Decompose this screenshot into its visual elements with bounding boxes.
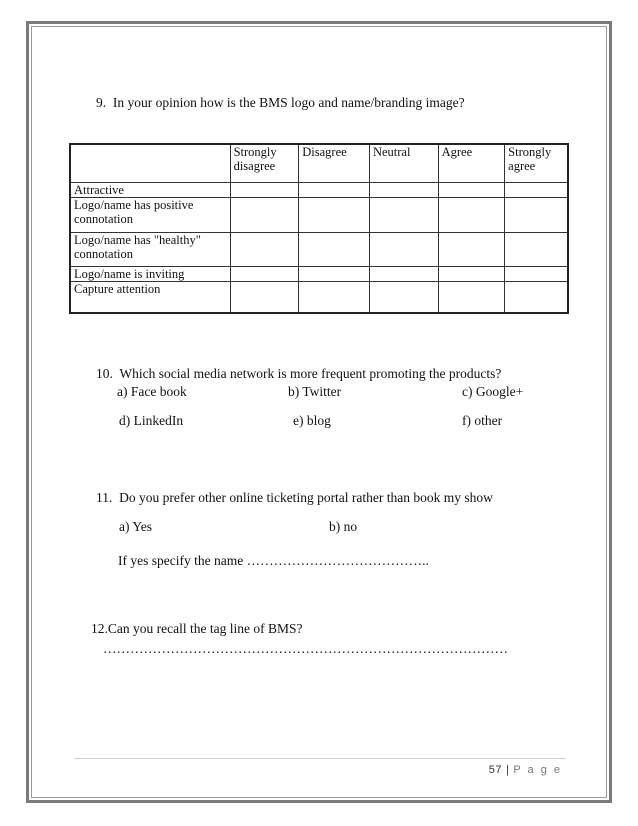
rating-cell[interactable]	[505, 281, 568, 313]
question-12	[91, 621, 302, 637]
table-row	[70, 281, 568, 313]
option-no[interactable]: b) no	[329, 519, 358, 534]
page-label: P a g e	[513, 764, 562, 776]
question-9	[96, 95, 465, 111]
rating-cell[interactable]	[369, 281, 438, 313]
row-label: Capture attention	[70, 281, 230, 313]
rating-cell[interactable]	[438, 232, 505, 266]
rating-table	[69, 143, 569, 314]
rating-cell[interactable]	[299, 182, 370, 197]
question-10	[96, 366, 501, 382]
header-cell-empty	[70, 144, 230, 182]
option-b-twitter[interactable]: b) Twitter	[288, 384, 342, 399]
question-11	[96, 490, 493, 506]
followup-specify-name	[118, 553, 429, 569]
rating-cell[interactable]	[438, 281, 505, 313]
rating-cell[interactable]	[505, 232, 568, 266]
header-agree: Agree	[438, 144, 505, 182]
table-row	[70, 197, 568, 232]
header-strongly-agree: Strongly agree	[505, 144, 568, 182]
question-11-text: Do you prefer other online ticketing portal rather than book my show	[119, 490, 493, 505]
question-12-text: Can you recall the tag line of BMS?	[107, 621, 303, 636]
header-disagree: Disagree	[299, 144, 370, 182]
rating-cell[interactable]	[230, 266, 299, 281]
option-a-facebook[interactable]: a) Face book	[117, 384, 187, 399]
question-12-answer-line[interactable]: ………………………………………………………………………………	[103, 641, 508, 656]
footer-divider	[74, 758, 566, 759]
page-border-inner	[31, 26, 607, 798]
question-9-text: In your opinion how is the BMS logo and name/branding image?	[112, 95, 465, 110]
question-11-number: 11.	[96, 490, 113, 505]
footer-separator: |	[505, 764, 510, 776]
option-e-blog[interactable]: e) blog	[293, 413, 331, 428]
row-label: Attractive	[70, 182, 230, 197]
rating-cell[interactable]	[505, 182, 568, 197]
followup-label: If yes specify the name	[118, 553, 244, 568]
rating-cell[interactable]	[230, 232, 299, 266]
rating-cell[interactable]	[230, 197, 299, 232]
question-10-text: Which social media network is more frequent promoting the products?	[119, 366, 502, 381]
rating-cell[interactable]	[299, 281, 370, 313]
rating-cell[interactable]	[369, 232, 438, 266]
option-d-linkedin[interactable]: d) LinkedIn	[119, 413, 184, 428]
rating-cell[interactable]	[299, 232, 370, 266]
question-9-number: 9.	[96, 95, 107, 110]
rating-cell[interactable]	[230, 281, 299, 313]
option-c-googleplus[interactable]: c) Google+	[462, 384, 524, 399]
question-12-number: 12.	[91, 621, 108, 636]
row-label: Logo/name is inviting	[70, 266, 230, 281]
row-label: Logo/name has positive connotation	[70, 197, 230, 232]
row-label: Logo/name has "healthy" connotation	[70, 232, 230, 266]
rating-cell[interactable]	[369, 182, 438, 197]
table-row	[70, 182, 568, 197]
rating-cell[interactable]	[505, 266, 568, 281]
table-row	[70, 266, 568, 281]
rating-cell[interactable]	[438, 182, 505, 197]
rating-cell[interactable]	[299, 266, 370, 281]
header-neutral: Neutral	[369, 144, 438, 182]
rating-cell[interactable]	[438, 266, 505, 281]
table-row	[70, 232, 568, 266]
rating-cell[interactable]	[299, 197, 370, 232]
header-strongly-disagree: Strongly disagree	[230, 144, 299, 182]
rating-cell[interactable]	[230, 182, 299, 197]
rating-cell[interactable]	[505, 197, 568, 232]
option-yes[interactable]: a) Yes	[119, 519, 153, 534]
question-10-number: 10.	[96, 366, 113, 381]
rating-cell[interactable]	[369, 197, 438, 232]
page-footer	[489, 764, 562, 776]
followup-answer-line[interactable]: …………………………………..	[246, 553, 429, 568]
option-f-other[interactable]: f) other	[462, 413, 503, 428]
page-number: 57	[488, 764, 502, 776]
rating-cell[interactable]	[438, 197, 505, 232]
table-header-row	[70, 144, 568, 182]
rating-cell[interactable]	[369, 266, 438, 281]
